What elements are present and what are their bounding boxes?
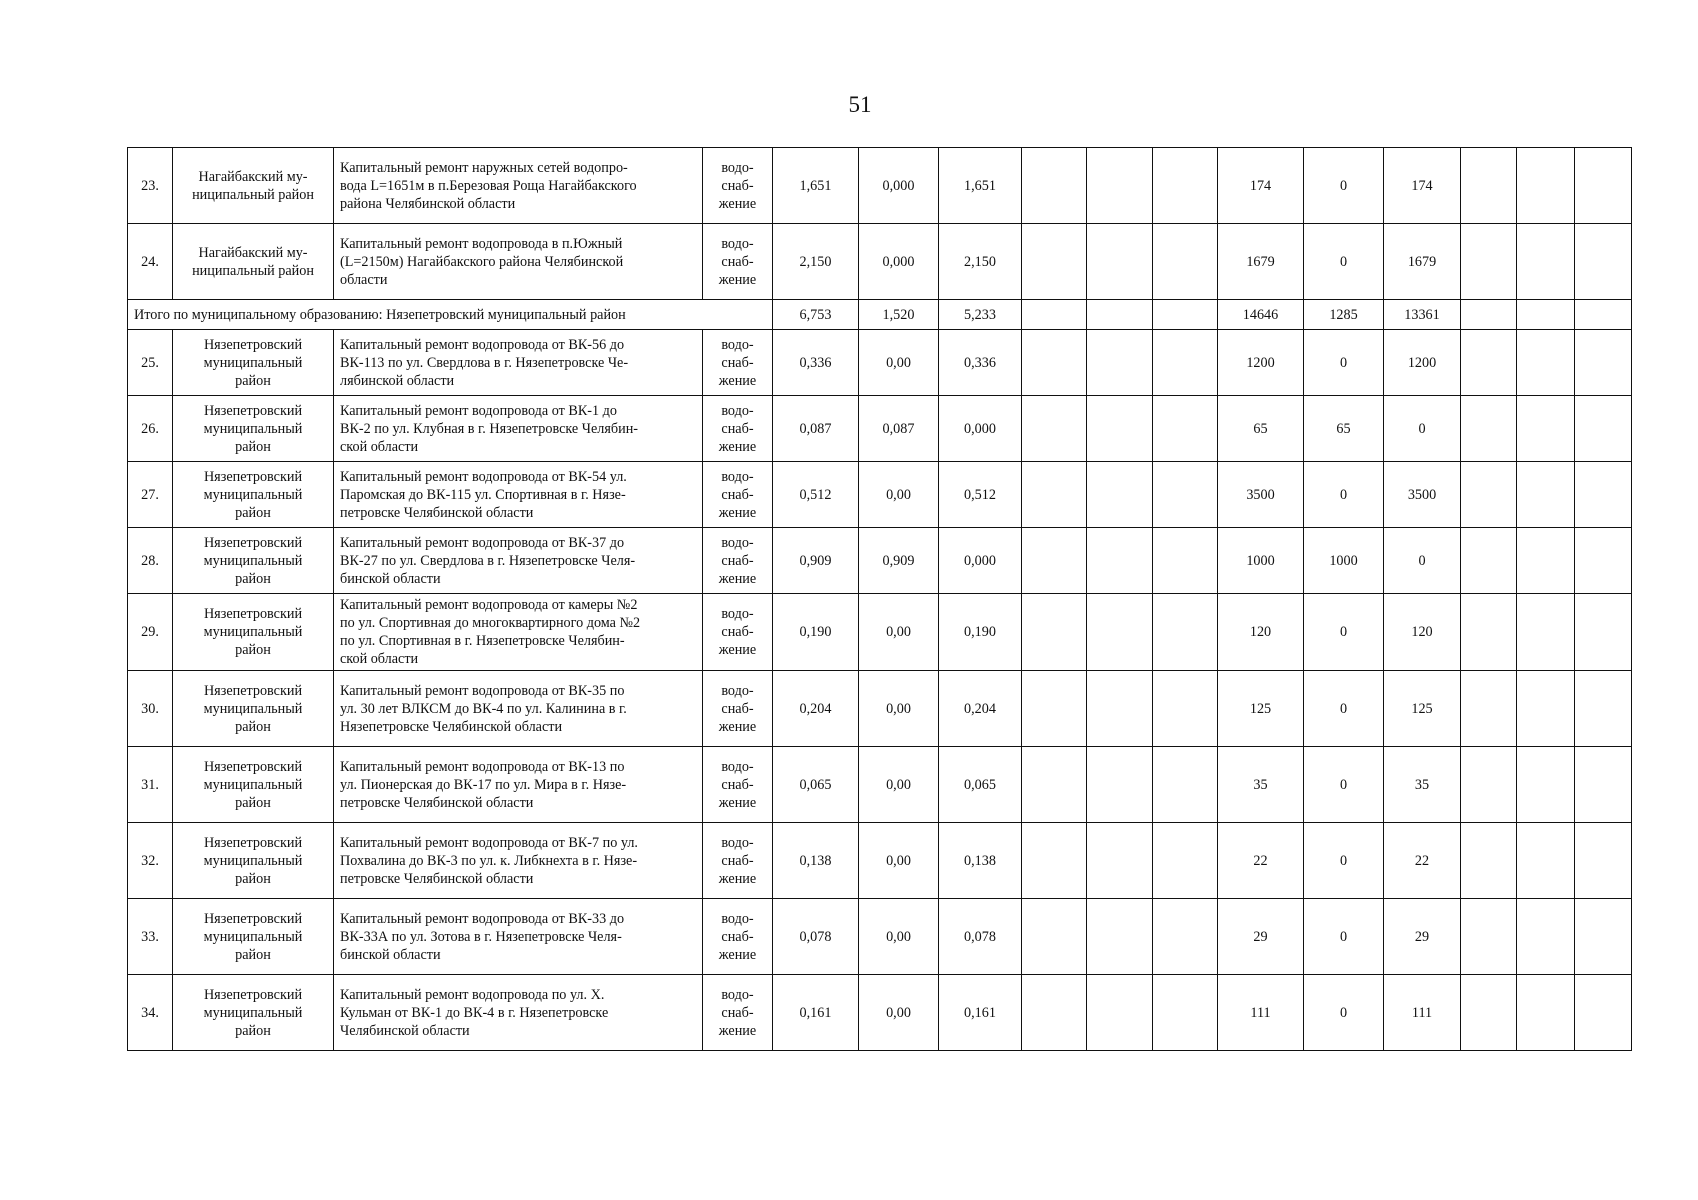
empty-cell [1087, 224, 1153, 300]
cost-total-cell: 174 [1218, 148, 1304, 224]
district-cell: Нязепетровский муниципальный район [173, 671, 334, 747]
row-number: 32. [128, 823, 173, 899]
cost-rest-cell: 125 [1384, 671, 1461, 747]
empty-cell [1022, 224, 1087, 300]
table-row [128, 899, 1632, 975]
empty-cell [1461, 594, 1517, 671]
empty-cell [1153, 823, 1218, 899]
row-number: 24. [128, 224, 173, 300]
empty-cell [1575, 224, 1632, 300]
total-cost-total: 14646 [1218, 300, 1304, 330]
empty-cell [1517, 975, 1575, 1051]
length-part-cell: 0,087 [859, 396, 939, 462]
cost-part-cell: 0 [1304, 823, 1384, 899]
empty-cell [1575, 975, 1632, 1051]
description-cell: Капитальный ремонт водопровода от ВК-1 до ВК-2 по ул. Клубная в г. Нязепетровске Челябин- ской области [334, 396, 703, 462]
description-cell: Капитальный ремонт водопровода от ВК-7 по ул. Похвалина до ВК-3 по ул. к. Либкнехта в г. Нязе- петровске Челябинской области [334, 823, 703, 899]
empty-cell [1575, 528, 1632, 594]
empty-cell [1461, 823, 1517, 899]
description-cell: Капитальный ремонт водопровода в п.Южный (L=2150м) Нагайбакского района Челябинской области [334, 224, 703, 300]
table-row [128, 975, 1632, 1051]
district-cell: Нязепетровский муниципальный район [173, 747, 334, 823]
district-cell: Нязепетровский муниципальный район [173, 330, 334, 396]
page-number: 51 [848, 92, 872, 117]
cost-rest-cell: 111 [1384, 975, 1461, 1051]
empty-cell [1575, 747, 1632, 823]
description-cell: Капитальный ремонт водопровода от ВК-33 до ВК-33А по ул. Зотова в г. Нязепетровске Челя- бинской области [334, 899, 703, 975]
empty-cell [1517, 300, 1575, 330]
empty-cell [1153, 594, 1218, 671]
empty-cell [1461, 747, 1517, 823]
cost-rest-cell: 35 [1384, 747, 1461, 823]
description-cell: Капитальный ремонт водопровода от ВК-56 до ВК-113 по ул. Свердлова в г. Нязепетровске Че- лябинской области [334, 330, 703, 396]
empty-cell [1022, 528, 1087, 594]
row-number: 34. [128, 975, 173, 1051]
description-cell: Капитальный ремонт водопровода от ВК-13 по ул. Пионерская до ВК-17 по ул. Мира в г. Нязе- петровске Челябинской области [334, 747, 703, 823]
empty-cell [1575, 330, 1632, 396]
length-rest-cell: 0,138 [939, 823, 1022, 899]
empty-cell [1517, 396, 1575, 462]
empty-cell [1461, 224, 1517, 300]
empty-cell [1087, 594, 1153, 671]
length-total-cell: 0,512 [773, 462, 859, 528]
length-total-cell: 0,138 [773, 823, 859, 899]
empty-cell [1153, 148, 1218, 224]
type-cell: водо- снаб- жение [703, 396, 773, 462]
empty-cell [1575, 396, 1632, 462]
length-total-cell: 0,909 [773, 528, 859, 594]
cost-part-cell: 0 [1304, 148, 1384, 224]
empty-cell [1517, 594, 1575, 671]
empty-cell [1575, 823, 1632, 899]
empty-cell [1517, 671, 1575, 747]
type-cell: водо- снаб- жение [703, 975, 773, 1051]
cost-total-cell: 120 [1218, 594, 1304, 671]
empty-cell [1087, 528, 1153, 594]
table-row [128, 224, 1632, 300]
empty-cell [1087, 671, 1153, 747]
type-cell: водо- снаб- жение [703, 747, 773, 823]
type-cell: водо- снаб- жение [703, 671, 773, 747]
length-part-cell: 0,00 [859, 899, 939, 975]
row-number: 26. [128, 396, 173, 462]
total-cost-rest: 13361 [1384, 300, 1461, 330]
empty-cell [1022, 462, 1087, 528]
empty-cell [1087, 975, 1153, 1051]
length-rest-cell: 0,000 [939, 396, 1022, 462]
cost-total-cell: 111 [1218, 975, 1304, 1051]
length-part-cell: 0,00 [859, 975, 939, 1051]
empty-cell [1153, 396, 1218, 462]
empty-cell [1022, 671, 1087, 747]
cost-part-cell: 0 [1304, 671, 1384, 747]
empty-cell [1087, 462, 1153, 528]
length-part-cell: 0,00 [859, 823, 939, 899]
row-number: 31. [128, 747, 173, 823]
empty-cell [1022, 330, 1087, 396]
length-part-cell: 0,00 [859, 462, 939, 528]
table-row [128, 396, 1632, 462]
cost-rest-cell: 29 [1384, 899, 1461, 975]
description-cell: Капитальный ремонт водопровода по ул. Х. Кульман от ВК-1 до ВК-4 в г. Нязепетровске Челябинской области [334, 975, 703, 1051]
table-body [128, 148, 1632, 1051]
length-part-cell: 0,00 [859, 594, 939, 671]
empty-cell [1461, 899, 1517, 975]
empty-cell [1022, 300, 1087, 330]
length-rest-cell: 1,651 [939, 148, 1022, 224]
district-cell: Нагайбакский му- ниципальный район [173, 224, 334, 300]
cost-total-cell: 1200 [1218, 330, 1304, 396]
row-number: 27. [128, 462, 173, 528]
district-cell: Нагайбакский му- ниципальный район [173, 148, 334, 224]
empty-cell [1461, 330, 1517, 396]
cost-total-cell: 29 [1218, 899, 1304, 975]
empty-cell [1517, 224, 1575, 300]
length-total-cell: 0,087 [773, 396, 859, 462]
empty-cell [1022, 899, 1087, 975]
cost-part-cell: 0 [1304, 224, 1384, 300]
table-row [128, 330, 1632, 396]
cost-part-cell: 1000 [1304, 528, 1384, 594]
length-rest-cell: 0,204 [939, 671, 1022, 747]
empty-cell [1461, 396, 1517, 462]
cost-rest-cell: 1200 [1384, 330, 1461, 396]
type-cell: водо- снаб- жение [703, 462, 773, 528]
length-rest-cell: 0,336 [939, 330, 1022, 396]
empty-cell [1575, 671, 1632, 747]
district-cell: Нязепетровский муниципальный район [173, 462, 334, 528]
empty-cell [1087, 300, 1153, 330]
cost-total-cell: 3500 [1218, 462, 1304, 528]
length-rest-cell: 0,000 [939, 528, 1022, 594]
row-number: 30. [128, 671, 173, 747]
length-part-cell: 0,00 [859, 747, 939, 823]
empty-cell [1022, 975, 1087, 1051]
capital-repair-table [127, 147, 1632, 1051]
empty-cell [1087, 330, 1153, 396]
length-total-cell: 0,190 [773, 594, 859, 671]
cost-part-cell: 0 [1304, 899, 1384, 975]
table-row [128, 528, 1632, 594]
cost-part-cell: 65 [1304, 396, 1384, 462]
empty-cell [1022, 823, 1087, 899]
cost-total-cell: 35 [1218, 747, 1304, 823]
empty-cell [1517, 462, 1575, 528]
row-number: 23. [128, 148, 173, 224]
table-row [128, 462, 1632, 528]
district-cell: Нязепетровский муниципальный район [173, 594, 334, 671]
type-cell: водо- снаб- жение [703, 899, 773, 975]
description-cell: Капитальный ремонт водопровода от камеры №2 по ул. Спортивная до многоквартирного дома №2 по ул. Спортивная в г. Нязепетровске Челябин- ской области [334, 594, 703, 671]
cost-part-cell: 0 [1304, 594, 1384, 671]
length-rest-cell: 0,065 [939, 747, 1022, 823]
length-total-cell: 1,651 [773, 148, 859, 224]
length-part-cell: 0,000 [859, 148, 939, 224]
type-cell: водо- снаб- жение [703, 148, 773, 224]
cost-rest-cell: 120 [1384, 594, 1461, 671]
cost-total-cell: 1000 [1218, 528, 1304, 594]
length-part-cell: 0,00 [859, 330, 939, 396]
empty-cell [1087, 747, 1153, 823]
total-label: Итого по муниципальному образованию: Нязепетровский муниципальный район [128, 300, 773, 330]
empty-cell [1153, 671, 1218, 747]
cost-total-cell: 1679 [1218, 224, 1304, 300]
empty-cell [1461, 528, 1517, 594]
district-cell: Нязепетровский муниципальный район [173, 899, 334, 975]
total-length-rest: 5,233 [939, 300, 1022, 330]
empty-cell [1153, 747, 1218, 823]
length-part-cell: 0,00 [859, 671, 939, 747]
empty-cell [1087, 899, 1153, 975]
cost-rest-cell: 3500 [1384, 462, 1461, 528]
description-cell: Капитальный ремонт водопровода от ВК-35 по ул. 30 лет ВЛКСМ до ВК-4 по ул. Калинина в г. Нязепетровске Челябинской области [334, 671, 703, 747]
length-rest-cell: 2,150 [939, 224, 1022, 300]
length-total-cell: 0,336 [773, 330, 859, 396]
total-cost-part: 1285 [1304, 300, 1384, 330]
length-total-cell: 0,204 [773, 671, 859, 747]
cost-rest-cell: 1679 [1384, 224, 1461, 300]
empty-cell [1575, 899, 1632, 975]
empty-cell [1022, 747, 1087, 823]
length-rest-cell: 0,161 [939, 975, 1022, 1051]
length-rest-cell: 0,190 [939, 594, 1022, 671]
length-part-cell: 0,000 [859, 224, 939, 300]
length-total-cell: 2,150 [773, 224, 859, 300]
empty-cell [1575, 462, 1632, 528]
type-cell: водо- снаб- жение [703, 594, 773, 671]
empty-cell [1153, 462, 1218, 528]
table-row [128, 594, 1632, 671]
length-part-cell: 0,909 [859, 528, 939, 594]
total-length-part: 1,520 [859, 300, 939, 330]
empty-cell [1153, 300, 1218, 330]
empty-cell [1461, 975, 1517, 1051]
empty-cell [1022, 396, 1087, 462]
type-cell: водо- снаб- жение [703, 823, 773, 899]
district-cell: Нязепетровский муниципальный район [173, 528, 334, 594]
empty-cell [1517, 747, 1575, 823]
cost-part-cell: 0 [1304, 462, 1384, 528]
empty-cell [1153, 975, 1218, 1051]
empty-cell [1517, 148, 1575, 224]
empty-cell [1153, 528, 1218, 594]
row-number: 28. [128, 528, 173, 594]
cost-total-cell: 22 [1218, 823, 1304, 899]
cost-part-cell: 0 [1304, 975, 1384, 1051]
empty-cell [1087, 396, 1153, 462]
cost-part-cell: 0 [1304, 330, 1384, 396]
type-cell: водо- снаб- жение [703, 528, 773, 594]
length-total-cell: 0,161 [773, 975, 859, 1051]
total-row [128, 300, 1632, 330]
district-cell: Нязепетровский муниципальный район [173, 823, 334, 899]
table-row [128, 823, 1632, 899]
empty-cell [1153, 899, 1218, 975]
empty-cell [1022, 594, 1087, 671]
empty-cell [1087, 823, 1153, 899]
empty-cell [1517, 330, 1575, 396]
empty-cell [1517, 823, 1575, 899]
district-cell: Нязепетровский муниципальный район [173, 396, 334, 462]
description-cell: Капитальный ремонт наружных сетей водопро- вода L=1651м в п.Березовая Роща Нагайбакского района Челябинской области [334, 148, 703, 224]
empty-cell [1461, 671, 1517, 747]
length-total-cell: 0,078 [773, 899, 859, 975]
cost-rest-cell: 22 [1384, 823, 1461, 899]
total-length-total: 6,753 [773, 300, 859, 330]
length-total-cell: 0,065 [773, 747, 859, 823]
empty-cell [1575, 300, 1632, 330]
empty-cell [1461, 300, 1517, 330]
description-cell: Капитальный ремонт водопровода от ВК-54 ул. Паромская до ВК-115 ул. Спортивная в г. Нязе- петровске Челябинской области [334, 462, 703, 528]
row-number: 29. [128, 594, 173, 671]
empty-cell [1575, 594, 1632, 671]
table-row [128, 747, 1632, 823]
type-cell: водо- снаб- жение [703, 330, 773, 396]
empty-cell [1461, 462, 1517, 528]
length-rest-cell: 0,512 [939, 462, 1022, 528]
type-cell: водо- снаб- жение [703, 224, 773, 300]
cost-rest-cell: 174 [1384, 148, 1461, 224]
cost-part-cell: 0 [1304, 747, 1384, 823]
table-row [128, 148, 1632, 224]
row-number: 33. [128, 899, 173, 975]
empty-cell [1575, 148, 1632, 224]
empty-cell [1517, 528, 1575, 594]
cost-rest-cell: 0 [1384, 396, 1461, 462]
empty-cell [1153, 330, 1218, 396]
empty-cell [1022, 148, 1087, 224]
empty-cell [1517, 899, 1575, 975]
empty-cell [1087, 148, 1153, 224]
row-number: 25. [128, 330, 173, 396]
cost-rest-cell: 0 [1384, 528, 1461, 594]
cost-total-cell: 65 [1218, 396, 1304, 462]
table-row [128, 671, 1632, 747]
length-rest-cell: 0,078 [939, 899, 1022, 975]
empty-cell [1461, 148, 1517, 224]
description-cell: Капитальный ремонт водопровода от ВК-37 до ВК-27 по ул. Свердлова в г. Нязепетровске Челя- бинской области [334, 528, 703, 594]
district-cell: Нязепетровский муниципальный район [173, 975, 334, 1051]
cost-total-cell: 125 [1218, 671, 1304, 747]
empty-cell [1153, 224, 1218, 300]
